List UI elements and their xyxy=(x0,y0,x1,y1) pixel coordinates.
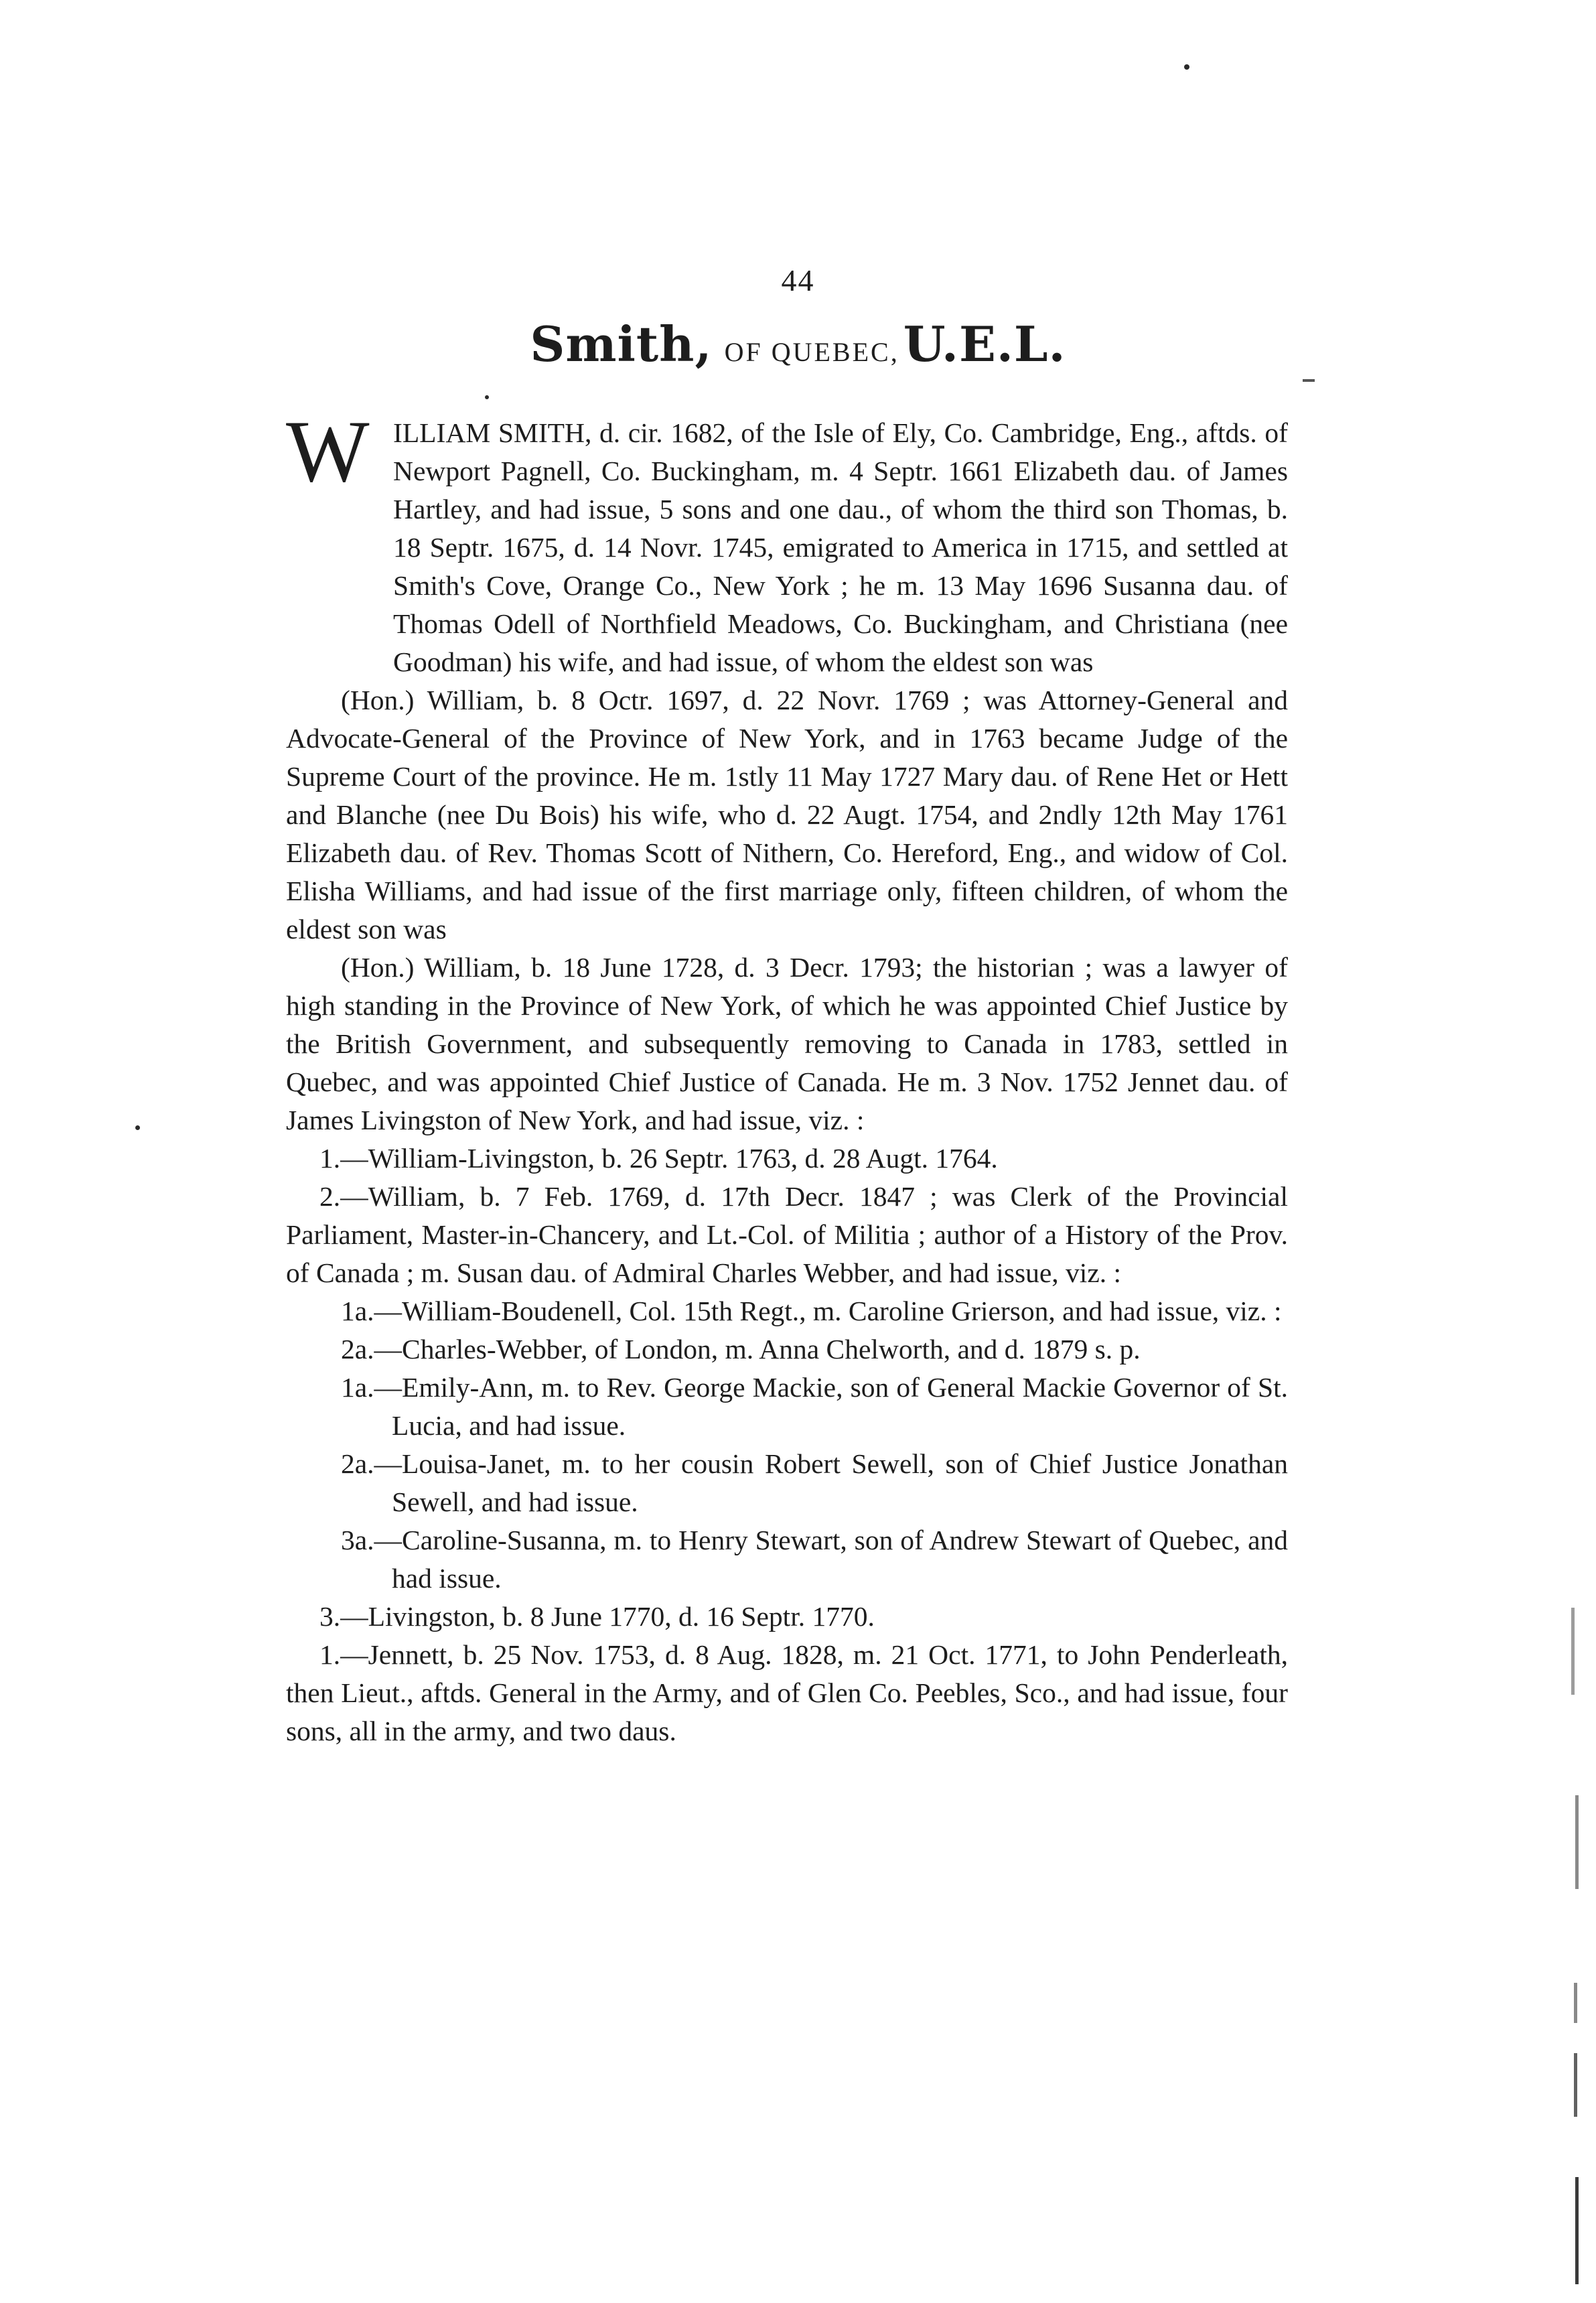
title-location: OF QUEBEC, xyxy=(724,337,899,367)
title-suffix: U.E.L. xyxy=(903,316,1066,372)
scan-edge-line xyxy=(1575,2177,1579,2284)
issue-entry: 1.—William-Livingston, b. 26 Septr. 1763, d. 28 Augt. 1764. xyxy=(319,1143,998,1174)
title-surname: Smith, xyxy=(530,316,713,372)
opening-paragraph-text: ILLIAM SMITH, d. cir. 1682, of the Isle of Ely, Co. Cambridge, Eng., aftds. of Newport Pagnell, Co. Buckingham, m. 4 Septr. 1661 Elizabeth dau. of James Hartley, and had issue, 5 sons and one dau., of whom the third son Thomas, b. 18 Septr. 1675, d. 14 Novr. 1745, emigrated to America in 1715, and settled at Smith's Cove, Orange Co., New York ; he m. 13 May 1696 Susanna dau. of Thomas Odell of Northfield Meadows, Co. Buckingham, and Christiana (nee Goodman) his wife, and had issue, of whom the eldest son was xyxy=(393,417,1288,677)
document-body xyxy=(286,402,1288,1750)
scan-speck xyxy=(485,395,489,399)
scan-edge-line xyxy=(1575,1795,1579,1889)
scan-edge-line xyxy=(1574,2053,1577,2117)
sub-issue-entry: 1a.—Emily-Ann, m. to Rev. George Mackie, son of General Mackie Governor of St. Lucia, and had issue. xyxy=(341,1372,1288,1441)
sub-issue-entry: 3a.—Caroline-Susanna, m. to Henry Stewart, son of Andrew Stewart of Quebec, and had issue. xyxy=(341,1525,1288,1594)
opening-paragraph xyxy=(286,402,1288,681)
issue-entry: 1.—Jennett, b. 25 Nov. 1753, d. 8 Aug. 1828, m. 21 Oct. 1771, to John Penderleath, then Lieut., aftds. General in the Army, and of Glen Co. Peebles, Sco., and had issue, four sons, all in the army, and two daus. xyxy=(286,1639,1288,1746)
scan-speck xyxy=(135,1125,140,1130)
sub-issue-entry: 1a.—William-Boudenell, Col. 15th Regt., m. Caroline Grierson, and had issue, viz. : xyxy=(341,1296,1282,1326)
scan-speck xyxy=(1184,64,1189,70)
page-number: 44 xyxy=(781,263,815,297)
scan-mark xyxy=(1303,379,1315,382)
page-title xyxy=(0,316,1596,372)
paragraph-hon-william-1697: (Hon.) William, b. 8 Octr. 1697, d. 22 Novr. 1769 ; was Attorney-General and Advocate-General of the Province of New York, and in 1763 became Judge of the Supreme Court of the province. He m. 1stly 11 May 1727 Mary dau. of Rene Het or Hett and Blanche (nee Du Bois) his wife, who d. 22 Augt. 1754, and 2ndly 12th May 1761 Elizabeth dau. of Rev. Thomas Scott of Nithern, Co. Hereford, Eng., and widow of Col. Elisha Williams, and had issue of the first marriage only, fifteen children, of whom the eldest son was xyxy=(286,685,1288,945)
scan-edge-line xyxy=(1574,1983,1577,2023)
paragraph-hon-william-1728: (Hon.) William, b. 18 June 1728, d. 3 Decr. 1793; the historian ; was a lawyer of high standing in the Province of New York, of which he was appointed Chief Justice by the British Government, and subsequently removing to Canada in 1783, settled in Quebec, and was appointed Chief Justice of Canada. He m. 3 Nov. 1752 Jennet dau. of James Livingston of New York, and had issue, viz. : xyxy=(286,952,1288,1135)
issue-entry: 3.—Livingston, b. 8 June 1770, d. 16 Septr. 1770. xyxy=(319,1601,875,1632)
issue-entry: 2.—William, b. 7 Feb. 1769, d. 17th Decr. 1847 ; was Clerk of the Provincial Parliament, Master-in-Chancery, and Lt.-Col. of Militia ; author of a History of the Prov. of Canada ; m. Susan dau. of Admiral Charles Webber, and had issue, viz. : xyxy=(286,1181,1288,1288)
drop-cap: W xyxy=(286,402,370,500)
scan-edge-line xyxy=(1571,1608,1575,1695)
sub-issue-entry: 2a.—Charles-Webber, of London, m. Anna Chelworth, and d. 1879 s. p. xyxy=(341,1334,1141,1365)
sub-issue-entry: 2a.—Louisa-Janet, m. to her cousin Robert Sewell, son of Chief Justice Jonathan Sewell, and had issue. xyxy=(341,1448,1288,1517)
